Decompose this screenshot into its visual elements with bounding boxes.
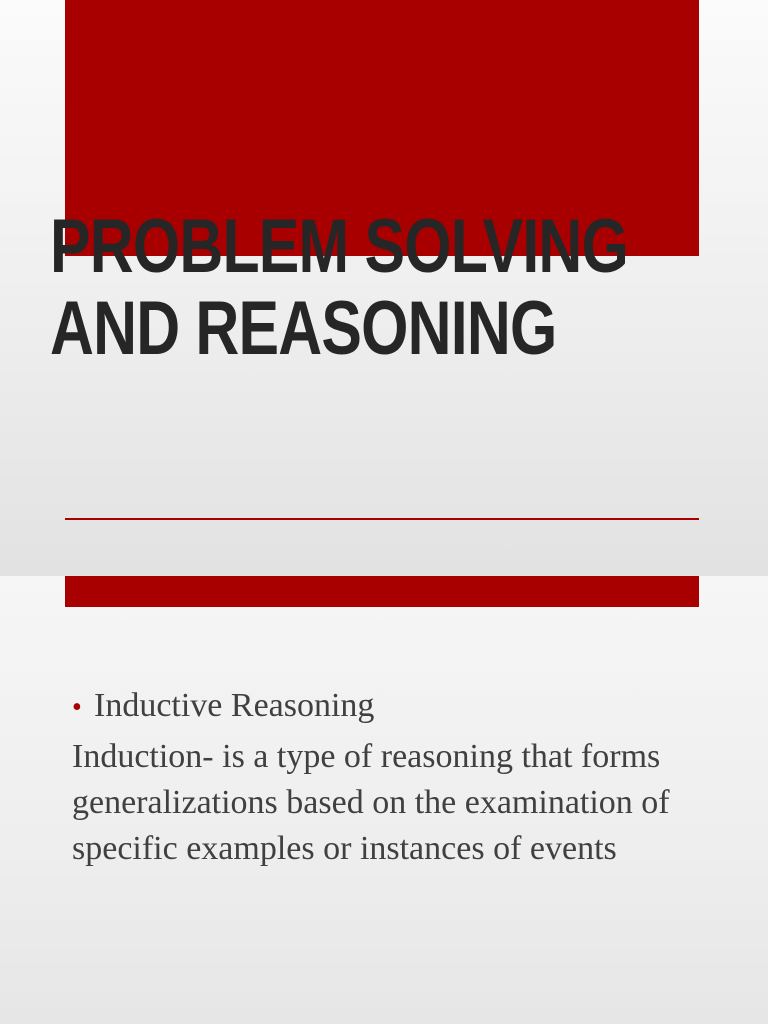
slide-title-line-1: PROBLEM SOLVING	[50, 204, 629, 289]
content-accent-band	[65, 576, 699, 607]
bullet-text: Inductive Reasoning	[94, 687, 375, 724]
body-paragraph: Induction- is a type of reasoning that forms generalizations based on the examination of specific examples or instances of events	[72, 738, 670, 867]
content-slide	[0, 576, 768, 1024]
bullet-icon: •	[72, 692, 82, 723]
slide-title	[50, 204, 629, 371]
bullet-item	[72, 684, 374, 730]
slide-title-line-2: AND REASONING	[50, 286, 557, 371]
title-divider-line	[65, 518, 699, 520]
